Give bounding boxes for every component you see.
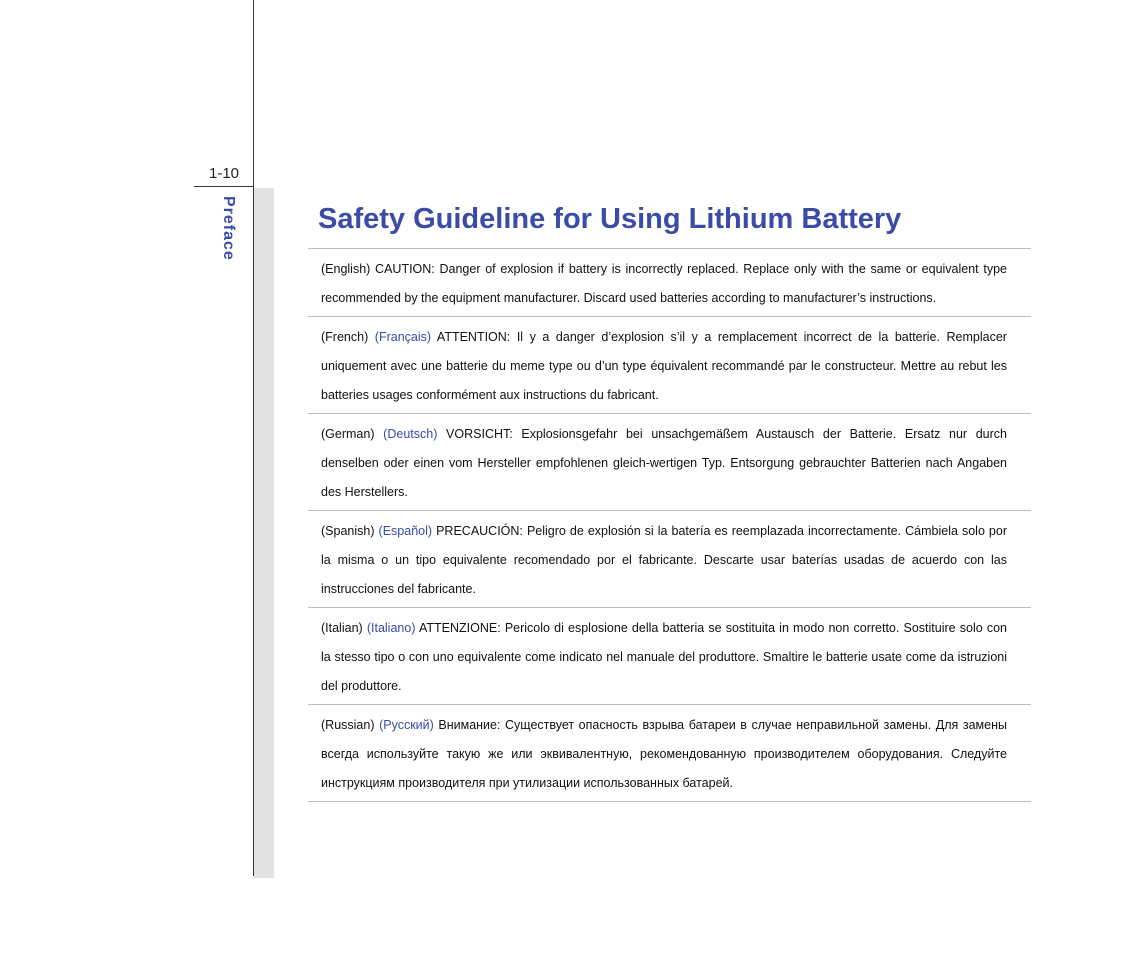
page-title: Safety Guideline for Using Lithium Battery	[318, 203, 902, 235]
notice-text: VORSICHT: Explosionsgefahr bei unsachgemäßem Austausch der Batterie. Ersatz nur durch denselben oder einen vom Hersteller empfohlenen gleich-wertigen Typ. Entsorgung gebrauchter Batterien nach Angaben des Herstellers.	[321, 427, 1007, 499]
notice-italian	[308, 608, 1031, 705]
native-language-label: (Deutsch)	[383, 427, 438, 441]
notice-german	[308, 414, 1031, 511]
page-number: 1-10	[209, 165, 240, 182]
language-label: (English)	[321, 262, 371, 276]
notice-text: PRECAUCIÓN: Peligro de explosión si la batería es reemplazada incorrectamente. Cámbiela solo por la misma o un tipo equivalente recomendado por el fabricante. Descarte usar baterías usadas de acuerdo con las instrucciones del fabricante.	[321, 524, 1007, 596]
language-label: (Spanish)	[321, 524, 375, 538]
margin-gray-strip	[254, 188, 274, 878]
notice-spanish	[308, 511, 1031, 608]
notice-text: Внимание: Существует опасность взрыва батареи в случае неправильной замены. Для замены всегда используйте такую же или эквивалентную, рекомендованную производителем оборудования. Следуйте инструкциям производителя при утилизации использованных батарей.	[321, 718, 1007, 790]
language-label: (German)	[321, 427, 375, 441]
notice-russian	[308, 705, 1031, 802]
language-label: (Russian)	[321, 718, 375, 732]
section-label: Preface	[220, 196, 237, 261]
notice-text: CAUTION: Danger of explosion if battery is incorrectly replaced. Replace only with the same or equivalent type recommended by the equipment manufacturer. Discard used batteries according to manufacturer’s instructions.	[321, 262, 1007, 305]
notice-text: ATTENZIONE: Pericolo di esplosione della batteria se sostituita in modo non corretto. Sostituire solo con la stesso tipo o con uno equivalente come indicato nel manuale del produttore. Smaltire le batterie usate come da istruzioni del produttore.	[321, 621, 1007, 693]
notice-list	[308, 248, 1031, 802]
language-label: (Italian)	[321, 621, 363, 635]
notice-french	[308, 317, 1031, 414]
page-number-rule	[194, 186, 253, 187]
notice-text: ATTENTION: Il y a danger d’explosion s’il y a remplacement incorrect de la batterie. Remplacer uniquement avec une batterie du meme type ou d’un type équivalent recommandé par le constructeur. Mettre au rebut les batteries usages conformément aux instructions du fabricant.	[321, 330, 1007, 402]
native-language-label: (Español)	[378, 524, 433, 538]
notice-english	[308, 249, 1031, 317]
language-label: (French)	[321, 330, 369, 344]
native-language-label: (Русский)	[379, 718, 434, 732]
native-language-label: (Italiano)	[366, 621, 416, 635]
native-language-label: (Français)	[374, 330, 432, 344]
